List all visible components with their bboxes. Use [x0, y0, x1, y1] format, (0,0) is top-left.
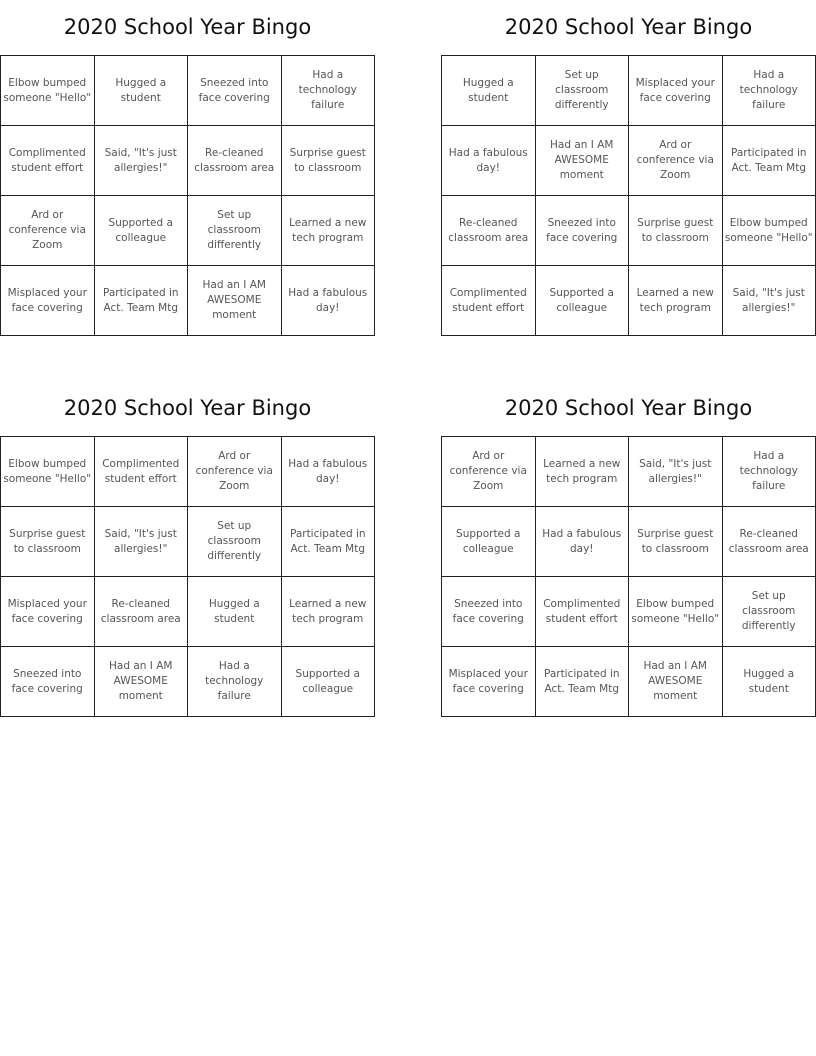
card-title: 2020 School Year Bingo: [504, 396, 753, 420]
bingo-cell: Had an I AM AWESOME moment: [95, 647, 189, 717]
bingo-card-3: [0, 381, 375, 717]
bingo-cell: Elbow bumped someone "Hello": [629, 577, 723, 647]
bingo-cell: Had an I AM AWESOME moment: [629, 647, 723, 717]
bingo-cell: Complimented student effort: [442, 266, 536, 336]
bingo-cell: Had a technology failure: [282, 56, 376, 126]
bingo-cell: Learned a new tech program: [629, 266, 723, 336]
bingo-card-4: [441, 381, 816, 717]
bingo-cell: Elbow bumped someone "Hello": [1, 56, 95, 126]
bingo-cell: Had a fabulous day!: [282, 266, 376, 336]
bingo-cell: Set up classroom differently: [723, 577, 816, 647]
bingo-cell: Set up classroom differently: [536, 56, 630, 126]
bingo-cell: Said, "It's just allergies!": [629, 437, 723, 507]
card-title: 2020 School Year Bingo: [63, 15, 312, 39]
bingo-cell: Elbow bumped someone "Hello": [723, 196, 816, 266]
bingo-cell: Learned a new tech program: [282, 577, 376, 647]
bingo-cell: Set up classroom differently: [188, 507, 282, 577]
bingo-cell: Supported a colleague: [282, 647, 376, 717]
bingo-cell: Set up classroom differently: [188, 196, 282, 266]
bingo-cell: Had a technology failure: [188, 647, 282, 717]
bingo-grid: [441, 55, 816, 336]
bingo-cell: Participated in Act. Team Mtg: [536, 647, 630, 717]
bingo-cell: Sneezed into face covering: [442, 577, 536, 647]
bingo-cell: Had a technology failure: [723, 56, 816, 126]
bingo-cell: Had a technology failure: [723, 437, 816, 507]
bingo-cell: Said, "It's just allergies!": [95, 126, 189, 196]
bingo-cell: Supported a colleague: [536, 266, 630, 336]
bingo-cell: Hugged a student: [723, 647, 816, 717]
bingo-cell: Misplaced your face covering: [1, 266, 95, 336]
bingo-grid: [0, 55, 375, 336]
card-title: 2020 School Year Bingo: [63, 396, 312, 420]
bingo-grid: [441, 436, 816, 717]
bingo-cell: Elbow bumped someone "Hello": [1, 437, 95, 507]
bingo-cell: Misplaced your face covering: [1, 577, 95, 647]
bingo-cell: Supported a colleague: [442, 507, 536, 577]
bingo-cell: Ard or conference via Zoom: [629, 126, 723, 196]
bingo-cell: Misplaced your face covering: [629, 56, 723, 126]
bingo-cell: Ard or conference via Zoom: [442, 437, 536, 507]
bingo-cell: Complimented student effort: [536, 577, 630, 647]
bingo-grid: [0, 436, 375, 717]
bingo-cell: Complimented student effort: [1, 126, 95, 196]
bingo-cell: Sneezed into face covering: [188, 56, 282, 126]
bingo-cell: Had a fabulous day!: [536, 507, 630, 577]
bingo-cell: Misplaced your face covering: [442, 647, 536, 717]
bingo-cell: Hugged a student: [442, 56, 536, 126]
bingo-cell: Had a fabulous day!: [282, 437, 376, 507]
bingo-cell: Surprise guest to classroom: [282, 126, 376, 196]
bingo-cell: Surprise guest to classroom: [629, 507, 723, 577]
bingo-cell: Learned a new tech program: [536, 437, 630, 507]
card-title: 2020 School Year Bingo: [504, 15, 753, 39]
bingo-cell: Surprise guest to classroom: [1, 507, 95, 577]
bingo-cell: Complimented student effort: [95, 437, 189, 507]
bingo-card-2: [441, 0, 816, 336]
bingo-cell: Ard or conference via Zoom: [188, 437, 282, 507]
bingo-cell: Said, "It's just allergies!": [723, 266, 816, 336]
bingo-cell: Ard or conference via Zoom: [1, 196, 95, 266]
bingo-cell: Re-cleaned classroom area: [442, 196, 536, 266]
bingo-cell: Had a fabulous day!: [442, 126, 536, 196]
bingo-cell: Hugged a student: [95, 56, 189, 126]
bingo-cell: Participated in Act. Team Mtg: [723, 126, 816, 196]
bingo-cell: Learned a new tech program: [282, 196, 376, 266]
bingo-card-1: [0, 0, 375, 336]
bingo-cell: Participated in Act. Team Mtg: [95, 266, 189, 336]
bingo-cell: Supported a colleague: [95, 196, 189, 266]
bingo-cell: Participated in Act. Team Mtg: [282, 507, 376, 577]
bingo-cell: Said, "It's just allergies!": [95, 507, 189, 577]
bingo-cell: Sneezed into face covering: [536, 196, 630, 266]
bingo-cell: Re-cleaned classroom area: [95, 577, 189, 647]
bingo-cell: Had an I AM AWESOME moment: [188, 266, 282, 336]
bingo-cell: Sneezed into face covering: [1, 647, 95, 717]
bingo-cell: Had an I AM AWESOME moment: [536, 126, 630, 196]
bingo-cell: Re-cleaned classroom area: [188, 126, 282, 196]
bingo-cell: Surprise guest to classroom: [629, 196, 723, 266]
bingo-cell: Re-cleaned classroom area: [723, 507, 816, 577]
bingo-cell: Hugged a student: [188, 577, 282, 647]
